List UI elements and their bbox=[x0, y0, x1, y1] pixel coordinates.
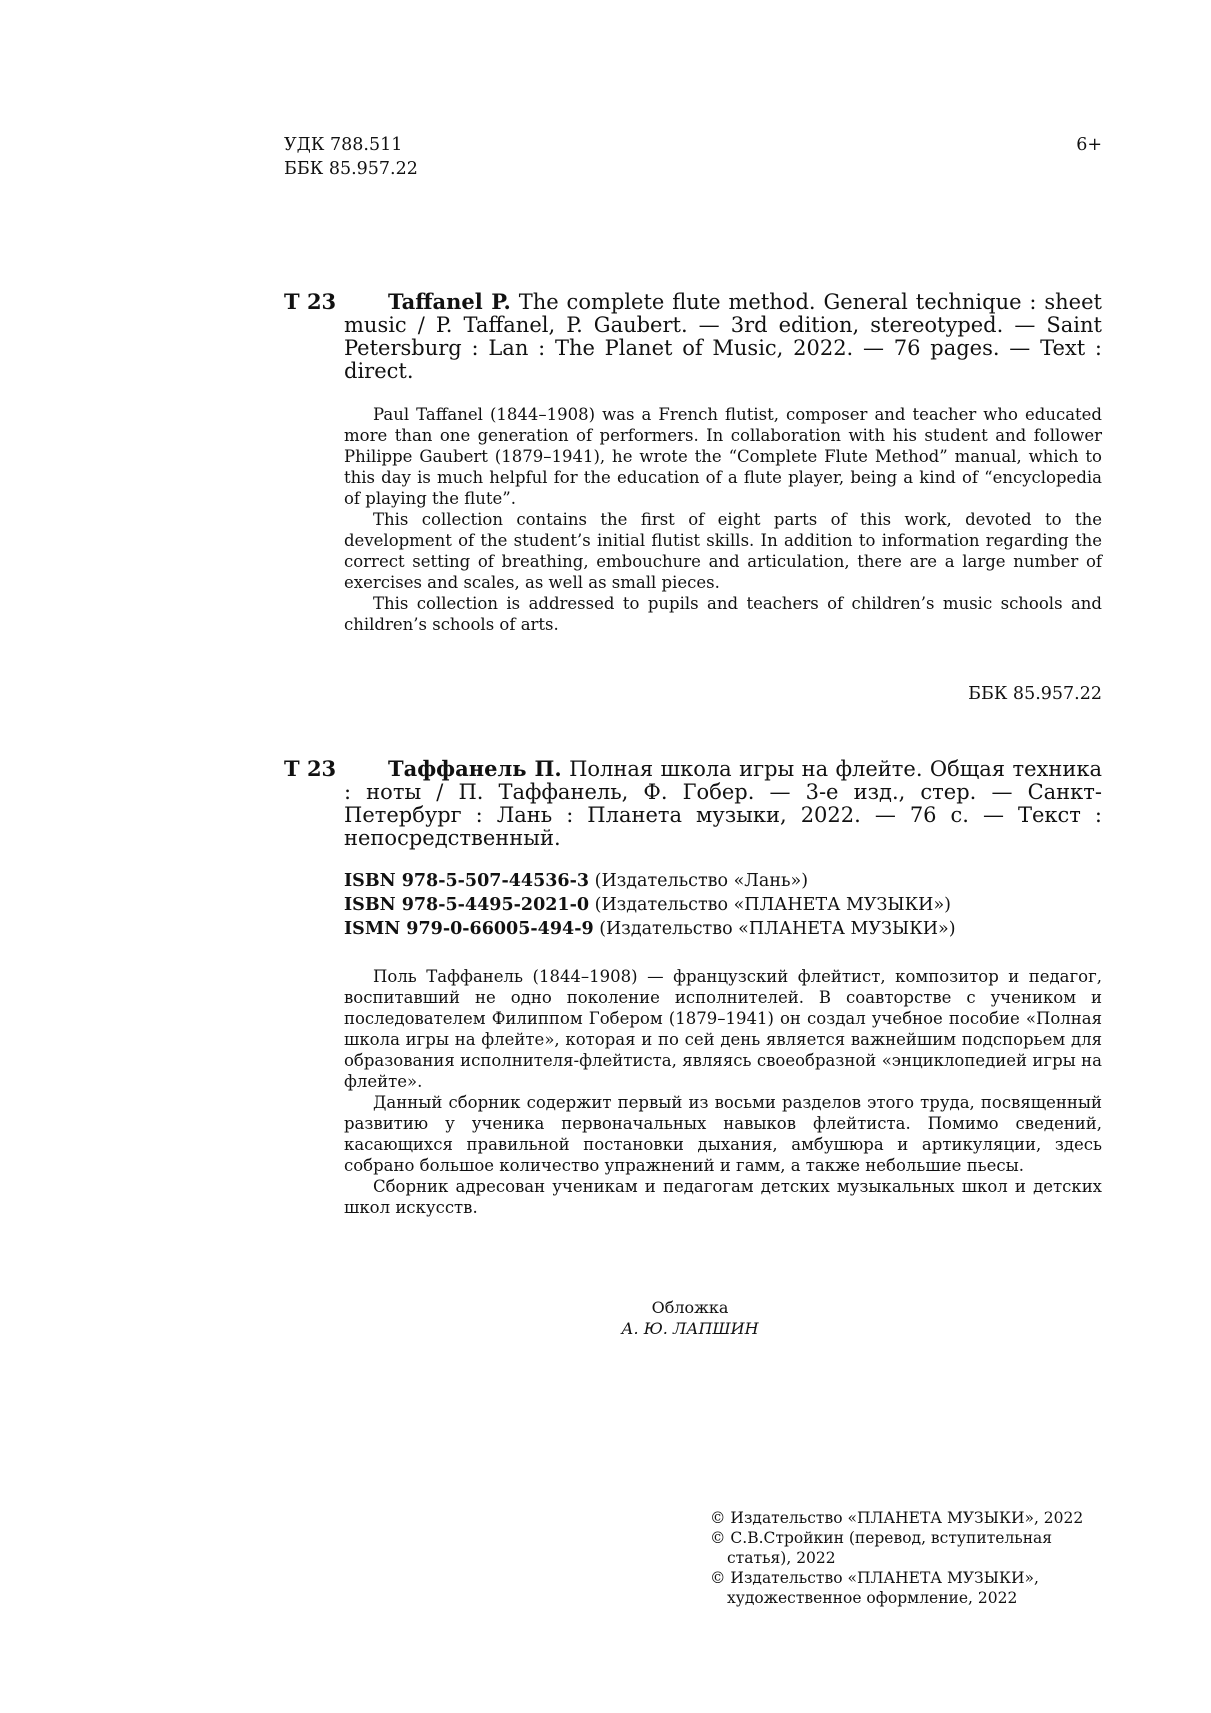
copyright-line: © Издательство «ПЛАНЕТА МУЗЫКИ», 2022 bbox=[710, 1509, 1084, 1527]
copyright-line: © Издательство «ПЛАНЕТА МУЗЫКИ», художественное оформление, 2022 bbox=[710, 1569, 1039, 1607]
cover-artist: А. Ю. ЛАПШИН bbox=[621, 1319, 759, 1338]
annotation-paragraph: This collection is addressed to pupils and teachers of children’s music schools and children’s schools of arts. bbox=[344, 594, 1102, 634]
author-mark-en: Т 23 bbox=[284, 289, 337, 314]
annotation-paragraph: This collection contains the first of eight parts of this work, devoted to the development of the student’s initial flutist skills. In addition to information regarding the correct setting of breathing, embouchure and articulation, there are a large number of exercises and scales, as well as small pieces. bbox=[344, 510, 1102, 592]
bbk-code-right: ББК 85.957.22 bbox=[968, 684, 1102, 704]
age-rating: 6+ bbox=[1076, 135, 1102, 155]
annotation-paragraph: Данный сборник содержит первый из восьми разделов этого труда, посвященный развитию у ученика первоначальных навыков флейтиста. Помимо сведений, касающихся правильной постановки дыхания, амбушюра и артикуляции, здесь собрано большое количество упражнений и гамм, а также небольшие пьесы. bbox=[344, 1093, 1102, 1175]
cover-label: Обложка bbox=[651, 1298, 729, 1317]
annotation-paragraph: Paul Taffanel (1844–1908) was a French flutist, composer and teacher who educated more than one generation of performers. In collaboration with his student and follower Philippe Gaubert (1879–1941), he wrote the “Complete Flute Method” manual, which to this day is much helpful for the education of a flute player, being a kind of “encyclopedia of playing the flute”. bbox=[344, 405, 1102, 508]
isbn-number: ISBN 978-5-507-44536-3 bbox=[344, 871, 590, 891]
bbk-code: ББК 85.957.22 bbox=[284, 159, 418, 179]
author-name-ru: Таффанель П. bbox=[388, 756, 562, 781]
ismn-number: ISMN 979-0-66005-494-9 bbox=[344, 919, 594, 939]
ismn-line bbox=[344, 917, 956, 941]
entry-text-ru: Полная школа игры на флейте. Общая техника : ноты / П. Таффанель, Ф. Гобер. — 3-е изд., стер. — Санкт-Петербург : Лань : Планета музыки, 2022. — 76 с. — Текст : непосредственный. bbox=[344, 757, 1102, 850]
annotation-paragraph: Сборник адресован ученикам и педагогам детских музыкальных школ и детских школ искусств. bbox=[344, 1177, 1102, 1217]
annotation-en bbox=[344, 404, 1102, 635]
annotation-ru bbox=[344, 966, 1102, 1218]
copyright-block bbox=[710, 1508, 1102, 1608]
cover-credit bbox=[560, 1297, 820, 1339]
entry-text-en: The complete flute method. General technique : sheet music / P. Taffanel, P. Gaubert. — 3rd edition, stereotyped. — Saint Petersburg : Lan : The Planet of Music, 2022. — 76 pages. — Text : direct. bbox=[344, 290, 1102, 383]
author-name-en: Taffanel P. bbox=[388, 289, 511, 314]
isbn-line bbox=[344, 893, 956, 917]
isbn-number: ISBN 978-5-4495-2021-0 bbox=[344, 895, 590, 915]
bibliographic-entry-ru bbox=[344, 757, 1102, 850]
isbn-publisher: (Издательство «ПЛАНЕТА МУЗЫКИ») bbox=[594, 895, 951, 915]
ismn-publisher: (Издательство «ПЛАНЕТА МУЗЫКИ») bbox=[599, 919, 956, 939]
bibliographic-entry-en bbox=[344, 290, 1102, 383]
copyright-line: © С.В.Стройкин (перевод, вступительная статья), 2022 bbox=[710, 1529, 1053, 1567]
author-mark-ru: Т 23 bbox=[284, 756, 337, 781]
udk-code: УДК 788.511 bbox=[284, 135, 403, 155]
isbn-publisher: (Издательство «Лань») bbox=[594, 871, 809, 891]
isbn-list bbox=[344, 869, 956, 941]
isbn-line bbox=[344, 869, 956, 893]
annotation-paragraph: Поль Таффанель (1844–1908) — французский флейтист, композитор и педагог, воспитавший не одно поколение исполнителей. В соавторстве с учеником и последователем Филиппом Гобером (1879–1941) он создал учебное пособие «Полная школа игры на флейте», которая и по сей день является важнейшим подспорьем для образования исполнителя-флейтиста, являясь своеобразной «энциклопедией игры на флейте». bbox=[344, 967, 1102, 1091]
